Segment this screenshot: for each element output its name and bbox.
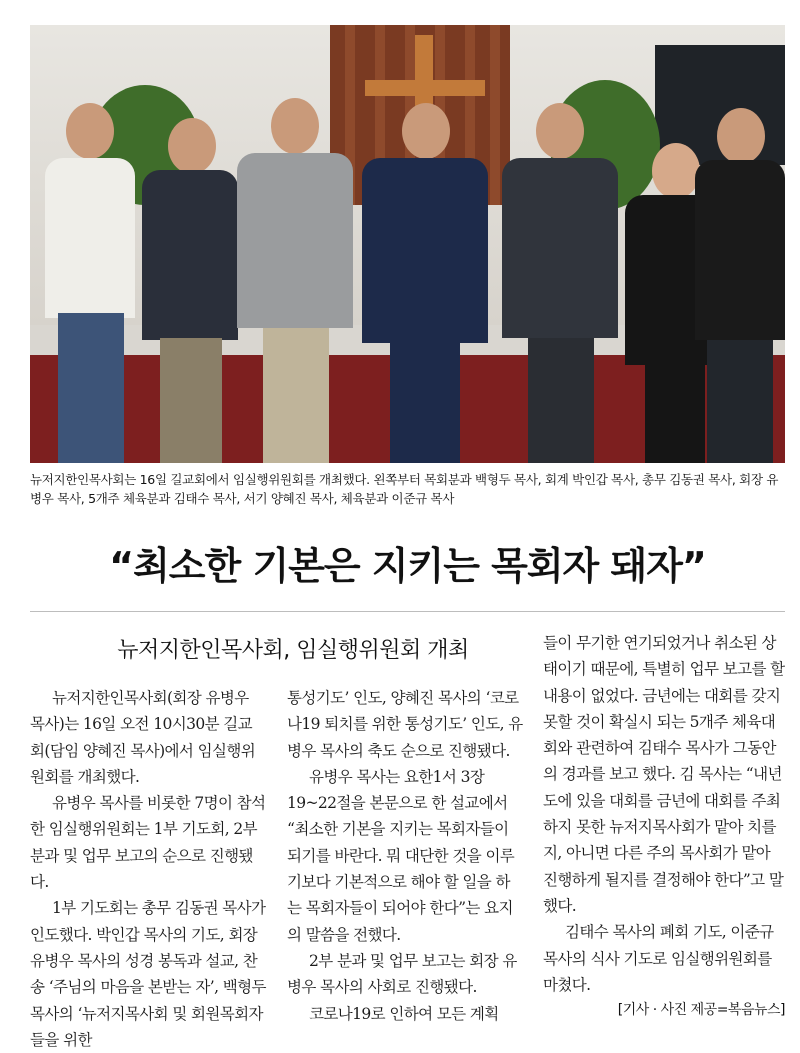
article-column-3 [543,630,785,998]
group-photo [30,25,785,463]
headline: “최소한 기본은 지키는 목회자 돼자” [109,544,706,588]
paragraph: 들이 무기한 연기되었거나 취소된 상태이기 때문에, 특별히 업무 보고를 할 내용이 없었다. 금년에는 대회를 갖지 못할 것이 확실시 되는 5개주 체육대회와 관련하여 김태수 목사가 그동안의 경과를 보고 했다. 김 목사는 “내년도에 있을 대회를 금년에 대회를 주최하지 못한 뉴저지목사회가 맡아 치를지, 아니면 다른 주의 목사회가 맡아 진행하게 될지를 결정해야 한다”고 말했다. [543,634,785,915]
paragraph: 코로나19로 인하여 모든 계획 [309,1004,499,1023]
paragraph: 2부 분과 및 업무 보고는 회장 유병우 목사의 사회로 진행됐다. [287,951,517,997]
person-4 [360,103,490,463]
article-column-2 [287,685,523,1027]
paragraph: 김태수 목사의 폐회 기도, 이준규 목사의 식사 기도로 임실행위원회를 마쳤다. [543,923,774,994]
person-7 [695,108,785,463]
subheadline: 뉴저지한인목사회, 임실행위원회 개최 [117,638,469,663]
person-2 [140,118,240,463]
paragraph: 1부 기도회는 총무 김동권 목사가 인도했다. 박인갑 목사의 기도, 회장 유병우 목사의 성경 봉독과 설교, 찬송 ‘주님의 마음을 본받는 자’, 백형두 목사의 ‘뉴저지목사회 및 회원목회자들을 위한 [30,899,266,1049]
divider [30,611,785,612]
paragraph: 유병우 목사는 요한1서 3장 19~22절을 본문으로 한 설교에서 “최소한 기본을 지키는 목회자들이 되기를 바란다. 뭐 대단한 것을 이루기보다 기본적으로 해야 할 일을 하는 목회자들이 되어야 한다”는 요지의 말씀을 전했다. [287,767,515,944]
photo-caption: 뉴저지한인목사회는 16일 길교회에서 임실행위원회를 개최했다. 왼쪽부터 목회분과 백형두 목사, 회계 박인갑 목사, 총무 김동권 목사, 회장 유병우 목사, 5개주 체육분과 김태수 목사, 서기 양혜진 목사, 체육분과 이준규 목사 [30,472,779,506]
person-5 [500,103,620,463]
paragraph: 유병우 목사를 비롯한 7명이 참석한 임실행위원회는 1부 기도회, 2부 분과 및 업무 보고의 순으로 진행됐다. [30,794,266,892]
person-3 [235,98,355,463]
photo-credit: [기사 · 사진 제공=복음뉴스] [617,1002,785,1018]
paragraph: 통성기도’ 인도, 양혜진 목사의 ‘코로나19 퇴치를 위한 통성기도’ 인도, 유병우 목사의 축도 순으로 진행됐다. [287,689,523,760]
person-1 [40,103,140,463]
paragraph: 뉴저지한인목사회(회장 유병우 목사)는 16일 오전 10시30분 길교회(담임 양혜진 목사)에서 임실행위원회를 개최했다. [30,689,256,786]
article-column-1 [30,685,266,1053]
